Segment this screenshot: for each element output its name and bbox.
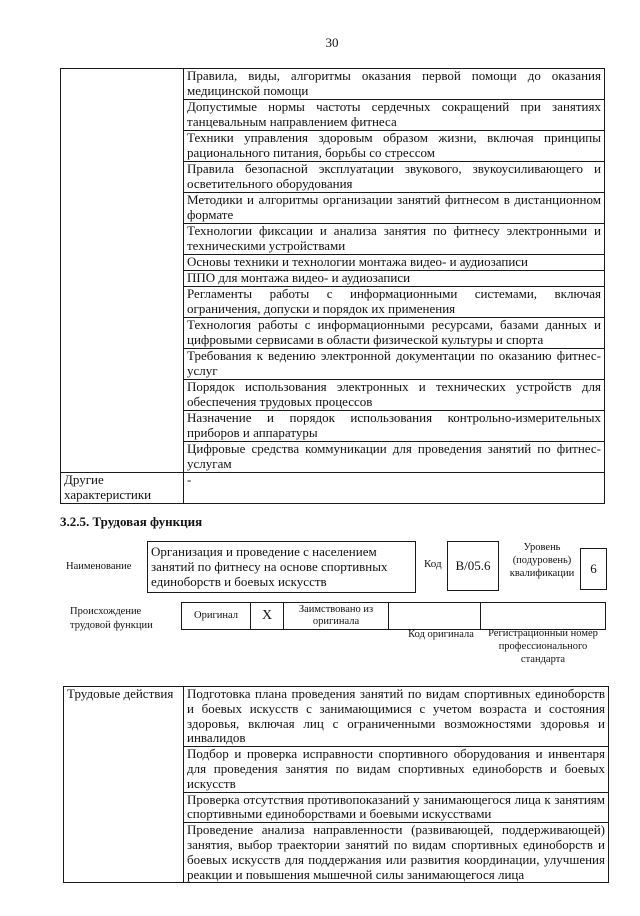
knowledge-item: Регламенты работы с информационными системами, включая ограничения, допуски и порядок их применения bbox=[184, 287, 605, 318]
function-code-value: В/05.6 bbox=[455, 558, 491, 573]
section-title: 3.2.5. Трудовая функция bbox=[60, 514, 203, 529]
table-row bbox=[64, 687, 609, 747]
action-item: Подбор и проверка исправности спортивного оборудования и инвентаря для проведения занятия по видам спортивных единоборств и боевых искусств bbox=[184, 747, 609, 792]
action-item: Проверка отсутствия противопоказаний у занимающегося лица к занятиям спортивными единоборствами и боевыми искусствами bbox=[184, 792, 609, 823]
knowledge-item: Допустимые нормы частоты сердечных сокращений при занятиях танцевальным направлением фитнеса bbox=[184, 100, 605, 131]
actions-label: Трудовые действия bbox=[64, 687, 184, 883]
origin-label: Происхождение трудовой функции bbox=[70, 606, 153, 631]
knowledge-item: Требования к ведению электронной документации по оказанию фитнес-услуг bbox=[184, 349, 605, 380]
knowledge-item: Техники управления здоровым образом жизни, включая принципы рационального питания, борьбы со стрессом bbox=[184, 131, 605, 162]
code-label: Код bbox=[424, 558, 442, 570]
origin-code-cell bbox=[389, 603, 481, 630]
other-characteristics-value: - bbox=[184, 473, 605, 504]
knowledge-item: Методики и алгоритмы организации занятий фитнесом в дистанционном формате bbox=[184, 193, 605, 224]
action-item: Подготовка плана проведения занятий по видам спортивных единоборств и боевых искусств с занимающимися с учетом возраста и состояния здоровья, включая лиц с ограниченными возможностями здоровья и инвалидов bbox=[184, 687, 609, 747]
table-row bbox=[61, 473, 605, 504]
knowledge-item: ППО для монтажа видео- и аудиозаписи bbox=[184, 271, 605, 287]
origin-table bbox=[181, 602, 606, 630]
name-label: Наименование bbox=[66, 561, 132, 572]
level-label: Уровень (подуровень) квалификации bbox=[509, 542, 575, 579]
knowledge-item: Правила, виды, алгоритмы оказания первой помощи до оказания медицинской помощи bbox=[184, 69, 605, 100]
knowledge-item: Технология работы с информационными ресурсами, базами данных и цифровыми сервисами в области физической культуры и спорта bbox=[184, 318, 605, 349]
knowledge-item: Правила безопасной эксплуатации звукового, звукоусиливающего и осветительного оборудования bbox=[184, 162, 605, 193]
knowledge-item: Порядок использования электронных и технических устройств для обеспечения трудовых процессов bbox=[184, 380, 605, 411]
actions-table bbox=[63, 686, 609, 883]
origin-code-caption: Код оригинала bbox=[408, 629, 474, 640]
page-number: 30 bbox=[325, 35, 339, 50]
table-row bbox=[61, 69, 605, 100]
table-row bbox=[182, 603, 606, 630]
origin-mark: X bbox=[251, 603, 284, 630]
origin-borrowed: Заимствовано из оригинала bbox=[284, 603, 389, 630]
origin-reg-number-cell bbox=[481, 603, 606, 630]
knowledge-table bbox=[60, 68, 605, 504]
knowledge-item: Основы техники и технологии монтажа видео- и аудиозаписи bbox=[184, 255, 605, 271]
reg-number-caption: Регистрационный номер профессионального стандарта bbox=[488, 628, 598, 665]
qualification-level bbox=[580, 548, 607, 590]
knowledge-item: Назначение и порядок использования контрольно-измерительных приборов и аппаратуры bbox=[184, 411, 605, 442]
function-name: Организация и проведение с населением занятий по фитнесу на основе спортивных единоборств и боевых искусств bbox=[147, 541, 416, 593]
function-code bbox=[447, 541, 499, 591]
knowledge-item: Цифровые средства коммуникации для проведения занятий по фитнес-услугам bbox=[184, 442, 605, 473]
knowledge-left-cell bbox=[61, 69, 184, 473]
knowledge-item: Технологии фиксации и анализа занятия по фитнесу электронными и техническими устройствами bbox=[184, 224, 605, 255]
origin-original: Оригинал bbox=[182, 603, 251, 630]
action-item: Проведение анализа направленности (развивающей, поддерживающей) занятия, выбор траектории занятий по видам спортивных единоборств и боевых искусств для поддержания или развития координации, улучшения реакции и повышения мышечной силы занимающегося лица bbox=[184, 823, 609, 883]
other-characteristics-label: Другие характеристики bbox=[61, 473, 184, 504]
qualification-level-value: 6 bbox=[590, 561, 597, 576]
